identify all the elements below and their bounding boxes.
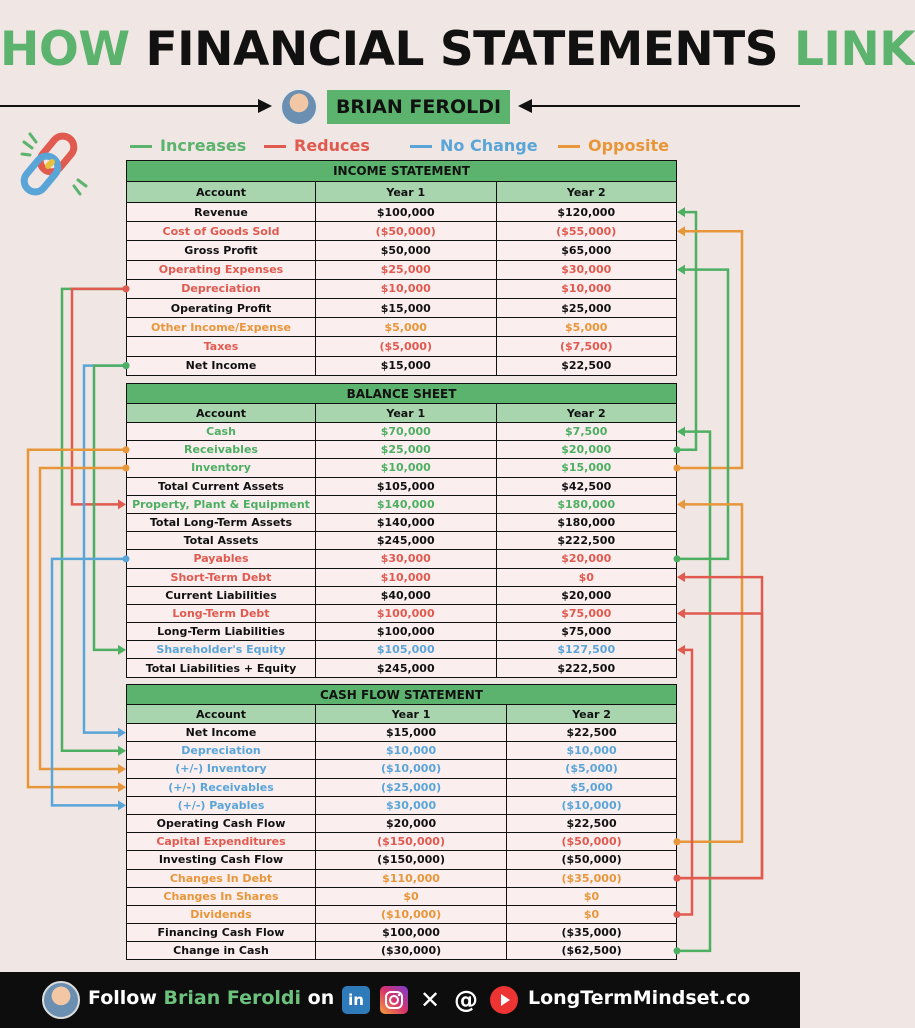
arrowhead	[677, 645, 685, 655]
arrowhead	[677, 226, 685, 236]
year2-cell: $22,500	[507, 814, 677, 832]
account-cell: Inventory	[127, 459, 316, 477]
account-cell: Depreciation	[127, 279, 316, 298]
account-cell: Capital Expenditures	[127, 833, 316, 851]
year2-cell: $0	[507, 905, 677, 923]
legend-item-no-change: No Change	[410, 136, 538, 156]
year1-cell: $110,000	[316, 869, 507, 887]
year2-cell: $10,000	[496, 279, 677, 298]
year2-cell: ($62,500)	[507, 942, 677, 960]
year1-cell: ($5,000)	[316, 337, 497, 356]
year2-cell: $0	[496, 568, 677, 586]
year1-cell: ($25,000)	[316, 778, 507, 796]
year2-cell: $65,000	[496, 241, 677, 260]
account-cell: Short-Term Debt	[127, 568, 316, 586]
year1-cell: $20,000	[316, 814, 507, 832]
account-cell: Current Liabilities	[127, 586, 316, 604]
account-cell: Dividends	[127, 905, 316, 923]
account-cell: (+/-) Receivables	[127, 778, 316, 796]
account-cell: Gross Profit	[127, 241, 316, 260]
year1-cell: $100,000	[316, 203, 497, 222]
year1-cell: $0	[316, 887, 507, 905]
arrowhead	[118, 782, 126, 792]
account-cell: Operating Profit	[127, 298, 316, 317]
year2-cell: $30,000	[496, 260, 677, 279]
year1-cell: $30,000	[316, 796, 507, 814]
year1-cell: $140,000	[316, 513, 497, 531]
footer-avatar	[42, 981, 80, 1019]
year2-cell: $127,500	[496, 641, 677, 659]
year2-cell: $20,000	[496, 441, 677, 459]
author-badge: BRIAN FEROLDI	[327, 90, 510, 124]
website-link[interactable]: LongTermMindset.co	[528, 987, 751, 1009]
threads-icon[interactable]: @	[454, 986, 478, 1014]
instagram-icon[interactable]	[380, 986, 408, 1014]
year1-cell: ($10,000)	[316, 905, 507, 923]
col-year2: Year 2	[507, 705, 677, 724]
account-cell: (+/-) Payables	[127, 796, 316, 814]
income-statement-title: INCOME STATEMENT	[127, 161, 677, 182]
account-cell: Payables	[127, 550, 316, 568]
arrowhead	[677, 207, 685, 217]
legend-item-opposite: Opposite	[558, 136, 669, 156]
link-netincome-to-cf	[84, 366, 126, 733]
col-account: Account	[127, 404, 316, 423]
year2-cell: $5,000	[496, 318, 677, 337]
account-cell: Total Current Assets	[127, 477, 316, 495]
link-dividends-to-equity	[677, 650, 692, 915]
account-cell: (+/-) Inventory	[127, 760, 316, 778]
year1-cell: ($150,000)	[316, 851, 507, 869]
linkedin-icon[interactable]: in	[342, 986, 370, 1014]
account-cell: Total Assets	[127, 532, 316, 550]
year1-cell: $15,000	[316, 724, 507, 742]
col-year2: Year 2	[496, 182, 677, 203]
page-title: HOW FINANCIAL STATEMENTS LINK	[0, 22, 915, 77]
link-payables-to-opex	[677, 270, 728, 559]
year2-cell: ($55,000)	[496, 222, 677, 241]
link-depreciation-to-ppe	[72, 289, 126, 505]
year2-cell: ($7,500)	[496, 337, 677, 356]
youtube-icon[interactable]	[490, 986, 518, 1014]
account-cell: Taxes	[127, 337, 316, 356]
account-cell: Net Income	[127, 724, 316, 742]
arrowhead	[118, 728, 126, 738]
account-cell: Revenue	[127, 203, 316, 222]
year2-cell: $10,000	[507, 742, 677, 760]
account-cell: Financing Cash Flow	[127, 924, 316, 942]
year1-cell: $25,000	[316, 441, 497, 459]
year2-cell: $22,500	[507, 724, 677, 742]
year2-cell: $222,500	[496, 659, 677, 677]
year1-cell: $245,000	[316, 532, 497, 550]
balance-sheet-title: BALANCE SHEET	[127, 384, 677, 404]
year1-cell: $10,000	[316, 459, 497, 477]
account-cell: Other Income/Expense	[127, 318, 316, 337]
account-cell: Total Liabilities + Equity	[127, 659, 316, 677]
year2-cell: ($50,000)	[507, 833, 677, 851]
account-cell: Shareholder's Equity	[127, 641, 316, 659]
year2-cell: $20,000	[496, 586, 677, 604]
year1-cell: $70,000	[316, 423, 497, 441]
col-year2: Year 2	[496, 404, 677, 423]
account-cell: Changes In Shares	[127, 887, 316, 905]
year1-cell: $10,000	[316, 279, 497, 298]
year1-cell: $5,000	[316, 318, 497, 337]
account-cell: Change in Cash	[127, 942, 316, 960]
arrowhead	[677, 427, 685, 437]
year1-cell: $100,000	[316, 604, 497, 622]
arrowhead	[118, 499, 126, 509]
year2-cell: $120,000	[496, 203, 677, 222]
account-cell: Depreciation	[127, 742, 316, 760]
year1-cell: $245,000	[316, 659, 497, 677]
account-cell: Property, Plant & Equipment	[127, 495, 316, 513]
year1-cell: $25,000	[316, 260, 497, 279]
legend-item-increases: Increases	[130, 136, 246, 156]
year1-cell: ($50,000)	[316, 222, 497, 241]
year1-cell: $100,000	[316, 623, 497, 641]
year2-cell: $180,000	[496, 513, 677, 531]
account-cell: Operating Expenses	[127, 260, 316, 279]
col-account: Account	[127, 182, 316, 203]
year2-cell: $15,000	[496, 459, 677, 477]
footer	[0, 972, 800, 1028]
col-year1: Year 1	[316, 182, 497, 203]
link-debt-to-ltdebt	[677, 613, 762, 878]
link-debt-to-stdebt	[677, 577, 762, 878]
year2-cell: ($35,000)	[507, 869, 677, 887]
year1-cell: $40,000	[316, 586, 497, 604]
year2-cell: ($50,000)	[507, 851, 677, 869]
year1-cell: $10,000	[316, 742, 507, 760]
arrowhead	[118, 645, 126, 655]
link-receivables-to-cf	[28, 450, 126, 787]
arrowhead	[677, 608, 685, 618]
year1-cell: $15,000	[316, 356, 497, 375]
year1-cell: $100,000	[316, 924, 507, 942]
link-receivables-to-revenue	[677, 212, 696, 450]
year2-cell: $20,000	[496, 550, 677, 568]
year1-cell: $140,000	[316, 495, 497, 513]
account-cell: Cash	[127, 423, 316, 441]
year1-cell: $105,000	[316, 641, 497, 659]
arrowhead	[118, 764, 126, 774]
year2-cell: $222,500	[496, 532, 677, 550]
year1-cell: $105,000	[316, 477, 497, 495]
col-year1: Year 1	[316, 404, 497, 423]
account-cell: Changes In Debt	[127, 869, 316, 887]
year2-cell: $42,500	[496, 477, 677, 495]
year1-cell: $50,000	[316, 241, 497, 260]
year2-cell: $0	[507, 887, 677, 905]
year2-cell: ($35,000)	[507, 924, 677, 942]
year2-cell: $22,500	[496, 356, 677, 375]
account-cell: Long-Term Liabilities	[127, 623, 316, 641]
account-cell: Long-Term Debt	[127, 604, 316, 622]
col-account: Account	[127, 705, 316, 724]
year1-cell: ($10,000)	[316, 760, 507, 778]
x-icon[interactable]: ✕	[419, 986, 441, 1014]
account-cell: Total Long-Term Assets	[127, 513, 316, 531]
arrowhead	[118, 746, 126, 756]
cash-flow-statement-title: CASH FLOW STATEMENT	[127, 685, 677, 705]
arrowhead	[677, 572, 685, 582]
year2-cell: $5,000	[507, 778, 677, 796]
year1-cell: $10,000	[316, 568, 497, 586]
account-cell: Investing Cash Flow	[127, 851, 316, 869]
year2-cell: $25,000	[496, 298, 677, 317]
year2-cell: ($5,000)	[507, 760, 677, 778]
legend-item-reduces: Reduces	[264, 136, 370, 156]
col-year1: Year 1	[316, 705, 507, 724]
account-cell: Receivables	[127, 441, 316, 459]
year2-cell: $75,000	[496, 623, 677, 641]
arrowhead	[677, 265, 685, 275]
year1-cell: $30,000	[316, 550, 497, 568]
year1-cell: ($150,000)	[316, 833, 507, 851]
account-cell: Operating Cash Flow	[127, 814, 316, 832]
year2-cell: $7,500	[496, 423, 677, 441]
arrowhead	[118, 800, 126, 810]
link-change-cash-to-cash	[677, 432, 710, 951]
account-cell: Net Income	[127, 356, 316, 375]
year2-cell: $180,000	[496, 495, 677, 513]
year1-cell: ($30,000)	[316, 942, 507, 960]
year1-cell: $15,000	[316, 298, 497, 317]
link-netincome-to-equity	[94, 366, 126, 650]
arrowhead	[677, 499, 685, 509]
follow-text: Follow Brian Feroldi on	[88, 987, 335, 1009]
account-cell: Cost of Goods Sold	[127, 222, 316, 241]
year2-cell: ($10,000)	[507, 796, 677, 814]
year2-cell: $75,000	[496, 604, 677, 622]
